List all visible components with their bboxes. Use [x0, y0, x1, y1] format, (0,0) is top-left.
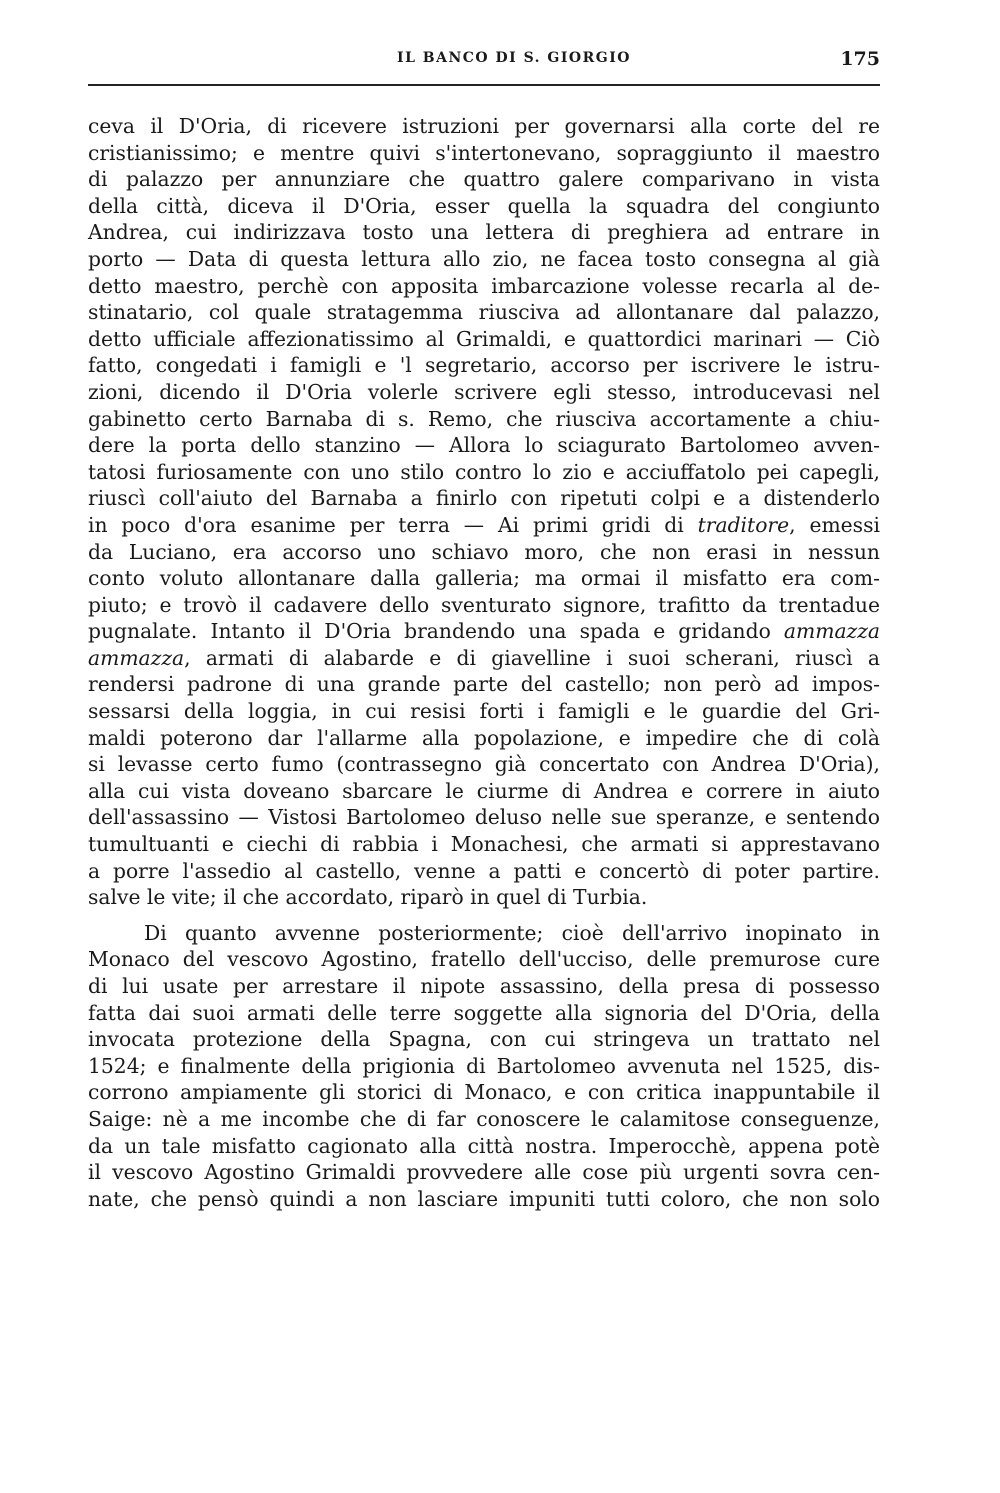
- page-number: 175: [840, 48, 880, 70]
- text-line: Saige: nè a me incombe che di far conoscere le calamitose conseguenze,: [88, 1106, 880, 1131]
- text-line-mixed: [88, 618, 880, 645]
- text-line-mixed: [88, 512, 880, 539]
- text-segment: , emessi: [789, 512, 880, 537]
- text-line: invocata protezione della Spagna, con cui stringeva un trattato nel: [88, 1027, 880, 1052]
- text-line: cristianissimo; e mentre quivi s'intertonevano, sopraggiunto il maestro: [88, 140, 880, 165]
- text-line: fatta dai suoi armati delle terre soggette alla signoria del D'Oria, della: [88, 1000, 880, 1025]
- text-line: porto — Data di questa lettura allo zio, ne facea tosto consegna al già: [88, 246, 880, 271]
- text-line: riuscì coll'aiuto del Barnaba a finirlo con ripetuti colpi e a distenderlo: [88, 486, 880, 511]
- text-line-mixed: [88, 645, 880, 672]
- text-line: a porre l'assedio al castello, venne a patti e concertò di poter partire.: [88, 858, 880, 883]
- paragraph-2: [88, 920, 880, 1213]
- text-line: Monaco del vescovo Agostino, fratello dell'ucciso, delle premurose cure: [88, 947, 880, 972]
- text-line: si levasse certo fumo (contrassegno già concertato con Andrea D'Oria),: [88, 752, 880, 777]
- paragraph-1: [88, 113, 880, 911]
- text-line: dell'assassino — Vistosi Bartolomeo deluso nelle sue speranze, e sentendo: [88, 805, 880, 830]
- text-line: ceva il D'Oria, di ricevere istruzioni per governarsi alla corte del re: [88, 114, 880, 138]
- text-line: Andrea, cui indirizzava tosto una lettera di preghiera ad entrare in: [88, 220, 880, 245]
- italic-word: ammazza: [783, 619, 880, 644]
- text-line: della città, diceva il D'Oria, esser quella la squadra del congiunto: [88, 193, 880, 218]
- text-line: tumultuanti e ciechi di rabbia i Monachesi, che armati si apprestavano: [88, 832, 880, 857]
- italic-word: ammazza: [88, 645, 185, 670]
- body-text: [88, 113, 880, 1212]
- text-line: alla cui vista doveano sbarcare le ciurme di Andrea e correre in aiuto: [88, 778, 880, 803]
- text-line: piuto; e trovò il cadavere dello sventurato signore, trafitto da trentadue: [88, 592, 880, 617]
- text-line: zioni, dicendo il D'Oria volerle scrivere egli stesso, introducevasi nel: [88, 379, 880, 404]
- text-line: corrono ampiamente gli storici di Monaco, e con critica inappuntabile il: [88, 1080, 880, 1105]
- text-line: stinatario, col quale stratagemma riusciva ad allontanare dal palazzo,: [88, 300, 880, 325]
- text-line: di lui usate per arrestare il nipote assassino, della presa di possesso: [88, 974, 880, 998]
- text-line: conto voluto allontanare dalla galleria; ma ormai il misfatto era com-: [88, 566, 880, 591]
- text-line: da un tale misfatto cagionato alla città nostra. Imperocchè, appena potè: [88, 1133, 880, 1158]
- paragraph-gap: [88, 911, 880, 920]
- text-segment: pugnalate. Intanto il D'Oria brandendo una spada e gridando: [88, 619, 771, 644]
- text-line: dere la porta dello stanzino — Allora lo sciagurato Bartolomeo avven-: [88, 433, 880, 458]
- text-segment: in poco d'ora esanime per terra — Ai primi gridi di: [88, 512, 684, 537]
- text-line: salve le vite; il che accordato, riparò in quel di Turbia.: [88, 885, 648, 910]
- header-rule: [88, 84, 880, 86]
- text-line: il vescovo Agostino Grimaldi provvedere alle cose più urgenti sovra cen-: [88, 1160, 880, 1185]
- text-line: detto maestro, perchè con apposita imbarcazione volesse recarla al de-: [88, 273, 880, 298]
- running-title: IL BANCO DI S. GIORGIO: [397, 50, 631, 66]
- text-line: sessarsi della loggia, in cui resisi forti i famigli e le guardie del Gri-: [88, 699, 880, 724]
- text-line: maldi poterono dar l'allarme alla popolazione, e impedire che di colà: [88, 725, 880, 750]
- text-line: 1524; e finalmente della prigionia di Bartolomeo avvenuta nel 1525, dis-: [88, 1053, 880, 1078]
- text-line: fatto, congedati i famigli e 'l segretario, accorso per iscrivere le istru-: [88, 353, 880, 378]
- italic-word: traditore: [697, 512, 790, 537]
- text-line: detto ufficiale affezionatissimo al Grimaldi, e quattordici marinari — Ciò: [88, 326, 880, 351]
- text-line: tatosi furiosamente con uno stilo contro lo zio e acciuffatolo pei capegli,: [88, 459, 880, 484]
- text-line: gabinetto certo Barnaba di s. Remo, che riusciva accortamente a chiu-: [88, 406, 880, 431]
- text-line: da Luciano, era accorso uno schiavo moro, che non erasi in nessun: [88, 539, 880, 564]
- running-head: [88, 50, 880, 80]
- text-line: nate, che pensò quindi a non lasciare impuniti tutti coloro, che non solo: [88, 1186, 880, 1211]
- text-segment: , armati di alabarde e di giavelline i suoi scherani, riuscì a: [184, 645, 880, 670]
- text-line: di palazzo per annunziare che quattro galere comparivano in vista: [88, 167, 880, 192]
- text-line: Di quanto avvenne posteriormente; cioè dell'arrivo inopinato in: [144, 920, 880, 945]
- text-line: rendersi padrone di una grande parte del castello; non però ad impos-: [88, 672, 880, 697]
